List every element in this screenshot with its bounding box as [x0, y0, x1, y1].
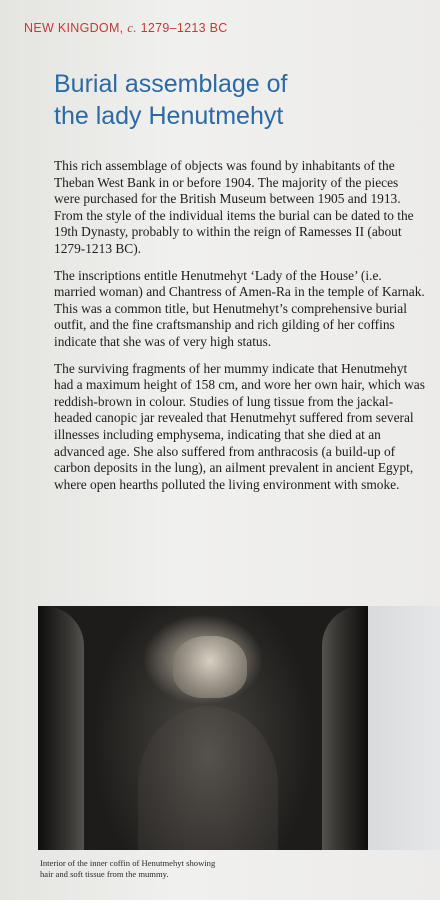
title-line-2: the lady Henutmehyt: [54, 102, 284, 130]
coffin-rim-left: [38, 606, 84, 850]
title-line-1: Burial assemblage of: [54, 70, 288, 98]
mummy-remains: [138, 706, 278, 850]
coffin-interior-photo: [38, 606, 368, 850]
paragraph-inscriptions: The inscriptions entitle Henutmehyt ‘Lady of the House’ (i.e. married woman) and Chantress of Amen-Ra in the temple of Karnak. This was a common title, but Henutmehyt’s comprehensive burial outfit, and the fine craftsmanship and rich gilding of her coffins indicate that she was of very high status.: [54, 267, 425, 349]
photo-caption: [40, 858, 330, 880]
body-text: [54, 158, 426, 503]
caption-line-2: hair and soft tissue from the mummy.: [40, 869, 169, 879]
photo-margin: [368, 606, 440, 850]
mummy-head: [173, 636, 247, 698]
period-dates: 1279–1213 BC: [140, 21, 228, 35]
paragraph-mummy: The surviving fragments of her mummy indicate that Henutmehyt had a maximum height of 158 cm, and wore her own hair, which was reddish-brown in colour. Studies of lung tissue from the jackal-headed canopic jar revealed that Henutmehyt suffered from several illnesses including emphysema, indicating that she died at an advanced age. She also suffered from anthracosis (a build-up of carbon deposits in the lung), an ailment prevalent in ancient Egypt, where open hearths polluted the living environment with smoke.: [54, 360, 425, 492]
period-label: NEW KINGDOM,: [24, 21, 124, 35]
page-title: [54, 68, 414, 132]
circa-mark: c.: [127, 20, 137, 35]
coffin-rim-right: [322, 606, 368, 850]
caption-line-1: Interior of the inner coffin of Henutmehyt showing: [40, 858, 216, 868]
period-heading: [24, 20, 228, 36]
paragraph-discovery: This rich assemblage of objects was found by inhabitants of the Theban West Bank in or before 1904. The majority of the pieces were purchased for the British Museum between 1905 and 1913. From the style of the individual items the burial can be dated to the 19th Dynasty, probably to within the reign of Ramesses II (about 1279-1213 BC).: [54, 158, 414, 256]
